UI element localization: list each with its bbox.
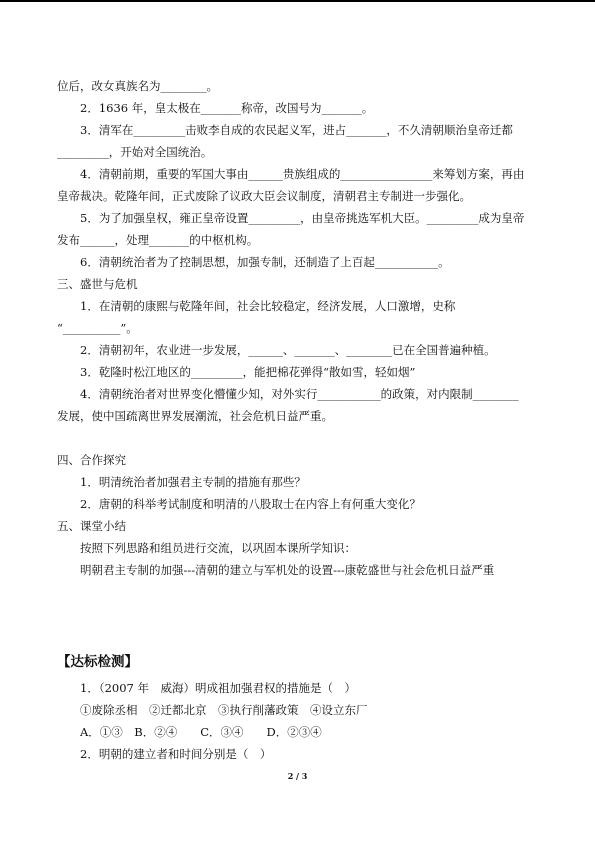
section-title: 三、盛世与危机 <box>57 277 138 291</box>
question-line: 1．（2007 年 威海）明成祖加强君权的措施是（ ） <box>80 681 356 695</box>
text-line: 位后，改女真族名为________。 <box>57 79 218 93</box>
section-title: 四、合作探究 <box>57 453 126 467</box>
text-line: 按照下列思路和组员进行交流，以巩固本课所学知识： <box>80 541 356 555</box>
text-line: 4．清朝前期，重要的军国大事由______贵族组成的________________来筹划方案，再由 <box>80 167 525 181</box>
text-line: 3．乾隆时松江地区的_________，能把棉花弹得“散如雪，轻如烟” <box>80 365 416 379</box>
text-line: 发展，使中国疏离世界发展潮流，社会危机日益严重。 <box>57 409 333 423</box>
text-line: 1．在清朝的康熙与乾隆年间，社会比较稳定，经济发展，人口激增，史称 <box>80 299 456 313</box>
text-line: 4．清朝统治者对世界变化懵懂少知，对外实行___________的政策，对内限制________ <box>80 387 519 401</box>
text-line: 3．清军在_________击败李自成的农民起义军，进占_______，不久清朝顺治皇帝迁都 <box>80 123 513 137</box>
text-line: 2．1636 年，皇太极在_______称帝，改国号为_______。 <box>80 101 374 115</box>
question-line: 2．明朝的建立者和时间分别是（ ） <box>80 747 272 761</box>
page-number: 2 / 3 <box>287 771 308 781</box>
text-line: 明朝君主专制的加强---清朝的建立与军机处的设置---康乾盛世与社会危机日益严重 <box>80 563 495 577</box>
header-rule <box>0 0 595 2</box>
text-line: 5．为了加强皇权，雍正皇帝设置_________，由皇帝挑选军机大臣。_________成为皇帝 <box>80 211 525 225</box>
question-answers: A．①③ B．②④ C．③④ D．②③④ <box>80 725 322 739</box>
text-line: _________，开始对全国统治。 <box>57 145 213 159</box>
section-title: 五、课堂小结 <box>57 519 126 533</box>
text-line: 发布______，处理_______的中枢机构。 <box>57 233 259 247</box>
text-line: 2．唐朝的科举考试制度和明清的八股取士在内容上有何重大变化？ <box>80 497 421 511</box>
text-line: 1．明清统治者加强君主专制的措施有那些？ <box>80 475 306 489</box>
text-line: 皇帝裁决。乾隆年间，正式废除了议政大臣会议制度，清朝君主专制进一步强化。 <box>57 189 471 203</box>
text-line: 6．清朝统治者为了控制思想，加强专制，还制造了上百起___________。 <box>80 255 450 269</box>
text-line: “__________”。 <box>57 321 138 335</box>
section-heading: 【达标检测】 <box>57 654 138 670</box>
question-options: ①废除丞相 ②迁都北京 ③执行削藩政策 ④设立东厂 <box>80 703 368 717</box>
text-line: 2．清朝初年，农业进一步发展，______、_______、________已在全国普遍种植。 <box>80 343 496 357</box>
